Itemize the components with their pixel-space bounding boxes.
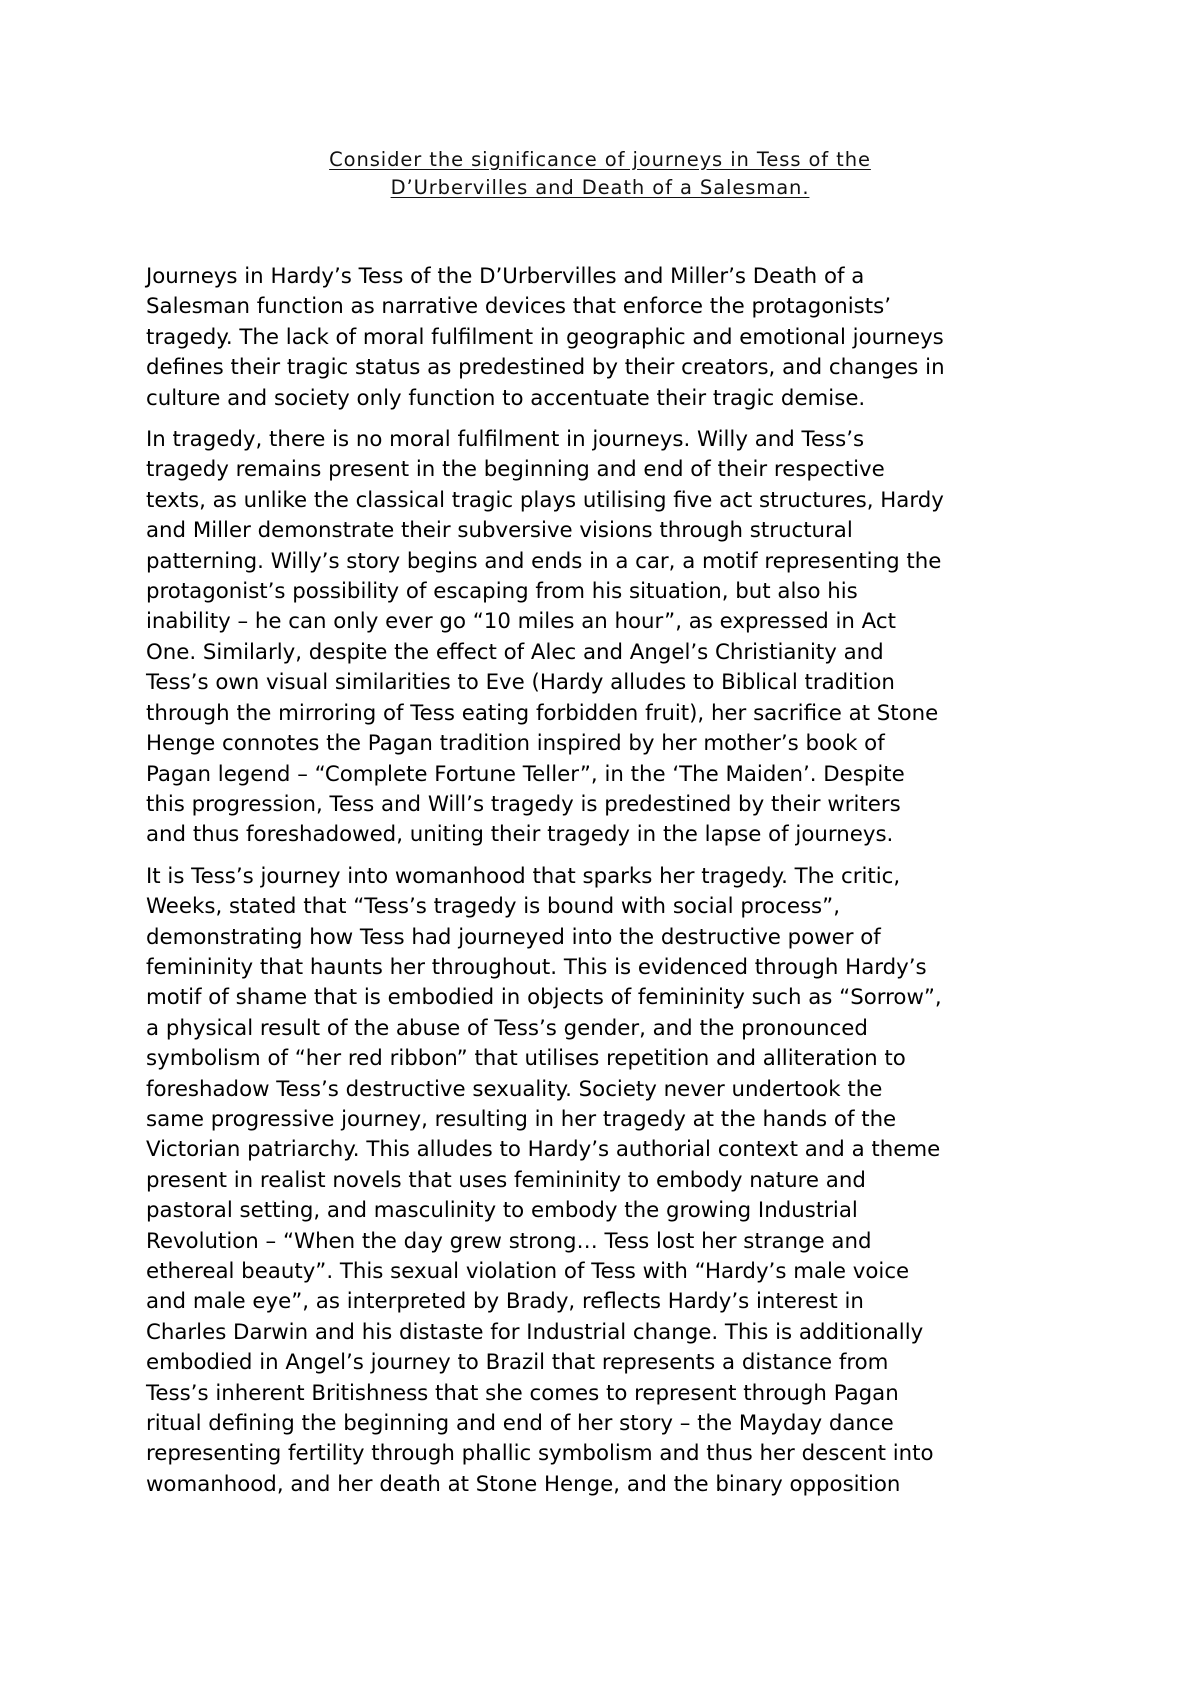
- text-line: this progression, Tess and Will’s tragedy is predestined by their writers: [146, 791, 901, 817]
- paragraph: [146, 262, 1066, 414]
- text-line: Tess’s own visual similarities to Eve (Hardy alludes to Biblical tradition: [146, 670, 895, 696]
- text-line: and thus foreshadowed, uniting their tragedy in the lapse of journeys.: [146, 822, 894, 848]
- text-line: through the mirroring of Tess eating forbidden fruit), her sacrifice at Stone: [146, 700, 939, 726]
- text-line: and male eye”, as interpreted by Brady, reflects Hardy’s interest in: [146, 1289, 864, 1315]
- text-line: same progressive journey, resulting in her tragedy at the hands of the: [146, 1106, 897, 1132]
- title-line: Consider the significance of journeys in Tess of the: [329, 148, 871, 171]
- text-line: foreshadow Tess’s destructive sexuality. Society never undertook the: [146, 1076, 883, 1102]
- text-line: texts, as unlike the classical tragic plays utilising five act structures, Hardy: [146, 487, 944, 513]
- text-line: patterning. Willy’s story begins and ends in a car, a motif representing the: [146, 548, 942, 574]
- text-line: Journeys in Hardy’s Tess of the D’Urbervilles and Miller’s Death of a: [146, 264, 865, 289]
- text-line: embodied in Angel’s journey to Brazil that represents a distance from: [146, 1350, 889, 1376]
- paragraph: [146, 425, 1066, 851]
- text-line: Victorian patriarchy. This alludes to Hardy’s authorial context and a theme: [146, 1137, 941, 1163]
- text-line: Pagan legend – “Complete Fortune Teller”, in the ‘The Maiden’. Despite: [146, 761, 905, 787]
- text-line: symbolism of “her red ribbon” that utilises repetition and alliteration to: [146, 1046, 906, 1072]
- text-line: Salesman function as narrative devices that enforce the protagonists’: [146, 294, 891, 320]
- text-line: present in realist novels that uses femininity to embody nature and: [146, 1167, 866, 1193]
- text-line: culture and society only function to accentuate their tragic demise.: [146, 385, 866, 411]
- text-line: pastoral setting, and masculinity to embody the growing Industrial: [146, 1198, 858, 1224]
- text-line: Tess’s inherent Britishness that she comes to represent through Pagan: [146, 1380, 899, 1406]
- title-line: D’Urbervilles and Death of a Salesman.: [390, 176, 810, 199]
- text-line: Charles Darwin and his distaste for Industrial change. This is additionally: [146, 1319, 924, 1345]
- text-line: One. Similarly, despite the effect of Alec and Angel’s Christianity and: [146, 639, 884, 665]
- text-line: motif of shame that is embodied in objects of femininity such as “Sorrow”,: [146, 985, 942, 1011]
- text-line: a physical result of the abuse of Tess’s gender, and the pronounced: [146, 1015, 868, 1041]
- text-line: It is Tess’s journey into womanhood that sparks her tragedy. The critic,: [146, 863, 901, 889]
- text-line: protagonist’s possibility of escaping from his situation, but also his: [146, 579, 858, 605]
- text-line: and Miller demonstrate their subversive visions through structural: [146, 518, 853, 544]
- text-line: Weeks, stated that “Tess’s tragedy is bound with social process”,: [146, 894, 840, 920]
- text-line: defines their tragic status as predestined by their creators, and changes in: [146, 355, 945, 381]
- text-line: tragedy remains present in the beginning and end of their respective: [146, 457, 885, 483]
- essay-title: [146, 146, 1054, 202]
- text-line: femininity that haunts her throughout. This is evidenced through Hardy’s: [146, 954, 927, 980]
- paragraph: [146, 862, 1066, 1501]
- text-line: inability – he can only ever go “10 miles an hour”, as expressed in Act: [146, 609, 896, 635]
- text-line: representing fertility through phallic symbolism and thus her descent into: [146, 1441, 934, 1467]
- text-line: Henge connotes the Pagan tradition inspired by her mother’s book of: [146, 731, 885, 757]
- text-line: demonstrating how Tess had journeyed into the destructive power of: [146, 924, 881, 950]
- text-line: In tragedy, there is no moral fulfilment in journeys. Willy and Tess’s: [146, 427, 865, 453]
- essay-body: [146, 262, 1066, 1511]
- text-line: Revolution – “When the day grew strong… Tess lost her strange and: [146, 1228, 872, 1254]
- text-line: womanhood, and her death at Stone Henge, and the binary opposition: [146, 1471, 901, 1497]
- text-line: ritual defining the beginning and end of her story – the Mayday dance: [146, 1411, 894, 1437]
- text-line: tragedy. The lack of moral fulfilment in geographic and emotional journeys: [146, 324, 944, 350]
- text-line: ethereal beauty”. This sexual violation of Tess with “Hardy’s male voice: [146, 1259, 910, 1284]
